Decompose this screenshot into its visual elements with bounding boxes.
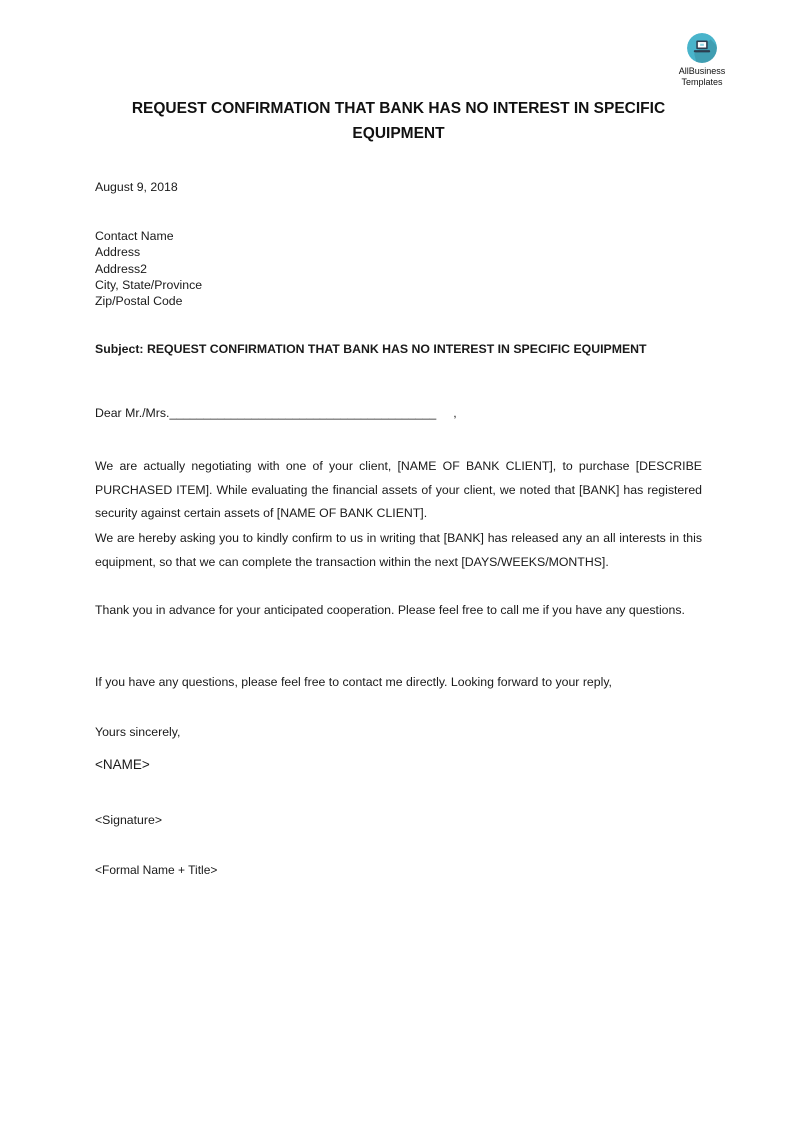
body-paragraph-4: If you have any questions, please feel free to contact me directly. Looking forward to your reply, [95, 675, 612, 689]
recipient-address-block [95, 228, 702, 309]
letter-date: August 9, 2018 [95, 180, 178, 194]
body-paragraph-3: Thank you in advance for your anticipated cooperation. Please feel free to call me if you have any questions. [95, 603, 685, 617]
document-title: REQUEST CONFIRMATION THAT BANK HAS NO INTEREST IN SPECIFIC EQUIPMENT [131, 100, 666, 142]
signature-placeholder: <Signature> [95, 813, 163, 827]
closing: Yours sincerely, [95, 725, 181, 739]
brand-name-line1: AllBusiness [678, 66, 726, 76]
recipient-address: Address [95, 245, 141, 260]
recipient-city-state: City, State/Province [95, 277, 203, 292]
signer-name-placeholder: <NAME> [95, 757, 150, 772]
subject-label: Subject: [95, 342, 144, 356]
recipient-contact-name: Contact Name [95, 229, 174, 243]
salutation: Dear Mr./Mrs._______________________________________ , [95, 406, 457, 420]
subject-line [95, 341, 702, 357]
recipient-address2: Address2 [95, 261, 147, 276]
allbusiness-templates-logo [654, 33, 750, 87]
body-paragraph-2: We are hereby asking you to kindly confirm to us in writing that [BANK] has released any an all interests in this equipment, so that we can complete the transaction within the next [DAYS/WEEKS/MONTHS]. [95, 531, 702, 569]
subject-text: REQUEST CONFIRMATION THAT BANK HAS NO INTEREST IN SPECIFIC EQUIPMENT [146, 342, 647, 356]
body-paragraph-1: We are actually negotiating with one of your client, [NAME OF BANK CLIENT], to purchase [DESCRIBE PURCHASED ITEM]. While evaluating the financial assets of your client, we noted that [BANK] has registered security against certain assets of [NAME OF BANK CLIENT]. [95, 459, 702, 520]
recipient-zip: Zip/Postal Code [95, 294, 183, 309]
formal-name-title-placeholder: <Formal Name + Title> [95, 863, 218, 877]
laptop-icon [687, 33, 717, 63]
brand-name-line2: Templates [681, 76, 723, 87]
